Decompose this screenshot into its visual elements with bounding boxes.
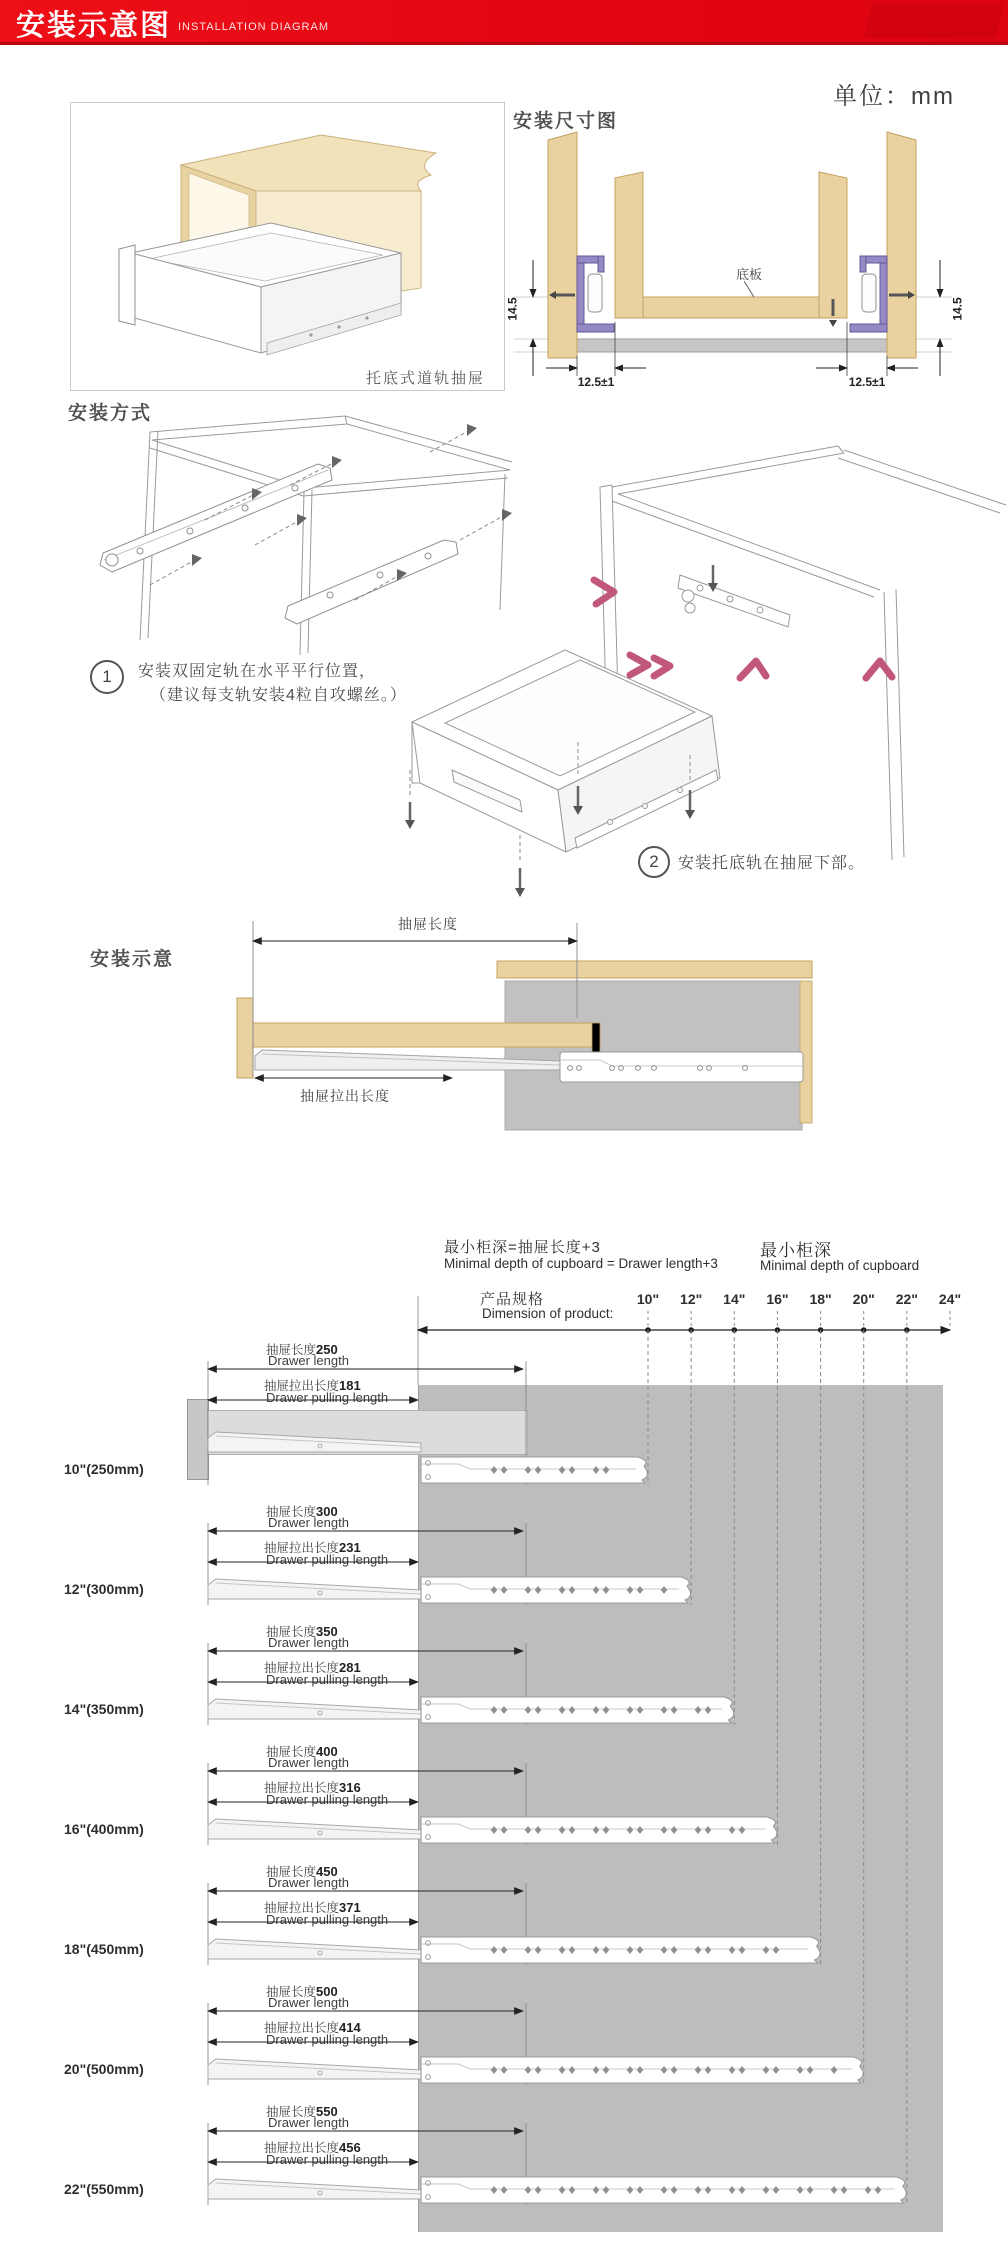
drawer-length-cn-label: 抽屉长度 <box>266 1865 317 1879</box>
drawer-length-value: 400 <box>316 1744 338 1759</box>
pull-length-value: 181 <box>339 1378 361 1393</box>
drawer-length-en: Drawer length <box>268 1635 349 1650</box>
header-watermark <box>864 4 1003 38</box>
pull-length-value: 414 <box>339 2020 361 2035</box>
slot-dim-right: 12.5±1 <box>848 375 886 389</box>
drawer-length-value: 250 <box>316 1342 338 1357</box>
drawer-length-value: 550 <box>316 2104 338 2119</box>
pull-length-en: Drawer pulling length <box>266 1552 389 1567</box>
page-subtitle: INSTALLATION DIAGRAM <box>178 21 330 33</box>
drawer-length-cn-label: 抽屉长度 <box>266 1625 317 1639</box>
drawer-length-cn-label: 抽屉长度 <box>266 1505 317 1519</box>
pull-length-en: Drawer pulling length <box>266 1792 389 1807</box>
depth-tick-label: 14" <box>723 1291 746 1307</box>
depth-tick-label: 20" <box>852 1291 875 1307</box>
step1-line2: （建议每支轨安装4粒自攻螺丝。） <box>150 687 407 704</box>
depth-tick-label: 16" <box>766 1291 789 1307</box>
pull-length-cn-label: 抽屉拉出长度 <box>264 1901 340 1915</box>
pull-length-en: Drawer pulling length <box>266 2032 389 2047</box>
drawer-length-en: Drawer length <box>268 1515 349 1530</box>
drawer-length-cn-label: 抽屉长度 <box>266 1985 317 1999</box>
pull-length-cn-label: 抽屉拉出长度 <box>264 1541 340 1555</box>
pull-length-en: Drawer pulling length <box>266 1390 389 1405</box>
pull-length-cn-label: 抽屉拉出长度 <box>264 2021 340 2035</box>
size-chart-drawing <box>0 1230 1008 2267</box>
step2-line1: 安装托底轨在抽屉下部。 <box>678 855 866 872</box>
method-title: 安装方式 <box>68 403 153 424</box>
chart-min-depth-en: Minimal depth of cupboard <box>760 1258 920 1273</box>
drawer-length-value: 450 <box>316 1864 338 1879</box>
schematic-drawer-length-label: 抽屉长度 <box>398 916 458 932</box>
dimension-figure-title: 安装尺寸图 <box>513 111 619 132</box>
row-size-label: 12"(300mm) <box>64 1581 144 1597</box>
schematic-drawing <box>230 905 830 1140</box>
pull-length-cn-label: 抽屉拉出长度 <box>264 1661 340 1675</box>
pull-length-value: 371 <box>339 1900 361 1915</box>
pull-length-cn-label: 抽屉拉出长度 <box>264 2141 340 2155</box>
drawer-length-cn-label: 抽屉长度 <box>266 1745 317 1759</box>
pull-length-value: 231 <box>339 1540 361 1555</box>
chart-formula-cn: 最小柜深=抽屉长度+3 <box>444 1239 601 1256</box>
depth-tick-label: 12" <box>680 1291 703 1307</box>
row-size-label: 22"(550mm) <box>64 2181 144 2197</box>
overview-caption: 托底式道轨抽屉 <box>366 370 486 387</box>
drawer-length-value: 300 <box>316 1504 338 1519</box>
drawer-length-cn-label: 抽屉长度 <box>266 1343 317 1357</box>
pull-length-value: 456 <box>339 2140 361 2155</box>
pull-length-en: Drawer pulling length <box>266 1912 389 1927</box>
step1-line1: 安装双固定轨在水平平行位置， <box>138 663 377 680</box>
depth-tick-label: 24" <box>938 1291 962 1307</box>
page-title: 安装示意图 <box>16 10 172 42</box>
step2-number <box>638 846 670 878</box>
step2-number-text: 2 <box>649 852 659 871</box>
drawer-length-en: Drawer length <box>268 2115 349 2130</box>
drawer-isometric-drawing <box>71 103 504 390</box>
schematic-title: 安装示意 <box>90 949 175 970</box>
header-band <box>0 0 1008 45</box>
chart-product-spec-cn: 产品规格 <box>480 1291 545 1308</box>
step1-number <box>90 660 124 694</box>
unit-label: 单位：mm <box>833 83 955 110</box>
pull-length-cn-label: 抽屉拉出长度 <box>264 1379 340 1393</box>
row-size-label: 18"(450mm) <box>64 1941 144 1957</box>
pull-length-value: 316 <box>339 1780 361 1795</box>
row-size-label: 16"(400mm) <box>64 1821 144 1837</box>
pull-length-cn-label: 抽屉拉出长度 <box>264 1781 340 1795</box>
depth-tick-label: 18" <box>809 1291 832 1307</box>
overview-figure <box>70 102 505 391</box>
row-size-label: 14"(350mm) <box>64 1701 144 1717</box>
chart-formula-en: Minimal depth of cupboard = Drawer length+3 <box>444 1256 718 1271</box>
chart-min-depth-cn: 最小柜深 <box>760 1241 832 1260</box>
pull-length-value: 281 <box>339 1660 361 1675</box>
row-size-label: 20"(500mm) <box>64 2061 144 2077</box>
drawer-length-en: Drawer length <box>268 1995 349 2010</box>
drawer-length-cn-label: 抽屉长度 <box>266 2105 317 2119</box>
pull-length-en: Drawer pulling length <box>266 2152 389 2167</box>
clearance-dim-left: 14.5 <box>505 297 520 321</box>
drawer-length-en: Drawer length <box>268 1875 349 1890</box>
depth-tick-label: 22" <box>895 1291 918 1307</box>
row-size-label: 10"(250mm) <box>64 1461 144 1477</box>
pull-length-en: Drawer pulling length <box>266 1672 389 1687</box>
bottom-panel-label: 底板 <box>736 267 763 282</box>
drawer-length-value: 500 <box>316 1984 338 1999</box>
depth-tick-label: 10" <box>636 1291 660 1307</box>
step2-illustration <box>400 425 1008 905</box>
clearance-dim-right: 14.5 <box>950 297 965 321</box>
slot-dim-left: 12.5±1 <box>577 375 615 389</box>
drawer-length-value: 350 <box>316 1624 338 1639</box>
cross-section-drawing <box>505 70 1008 395</box>
chart-product-spec-en: Dimension of product: <box>482 1306 614 1321</box>
schematic-pull-length-label: 抽屉拉出长度 <box>300 1088 390 1104</box>
drawer-length-en: Drawer length <box>268 1353 349 1368</box>
step1-number-text: 1 <box>102 667 112 686</box>
drawer-length-en: Drawer length <box>268 1755 349 1770</box>
